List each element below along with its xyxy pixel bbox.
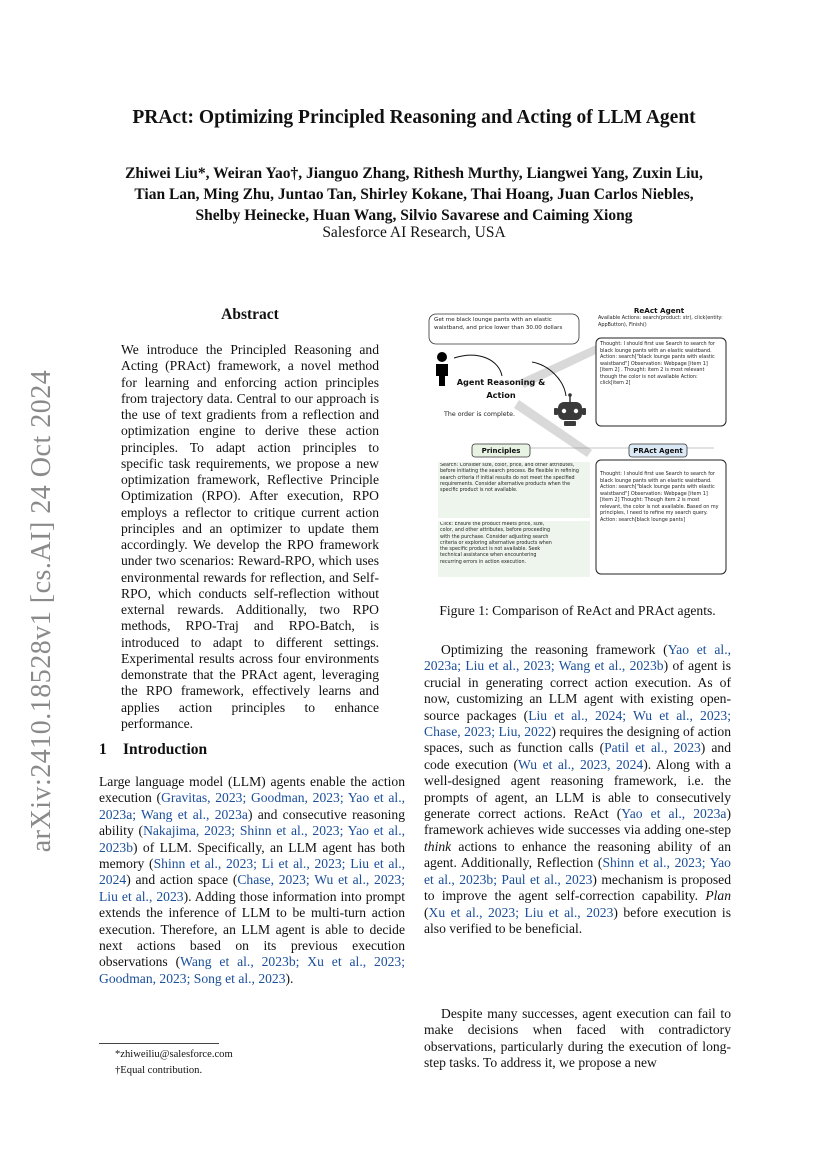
body-text: ) and action space ( [126, 872, 238, 888]
body-text: ). [285, 970, 294, 986]
pract-agent-title: PRAct Agent [633, 447, 683, 455]
agent-reasoning-label: Agent Reasoning & Action [456, 377, 546, 400]
body-text: ). Adding those information into prompt extends the inference of LLM to be multi-turn action execution. Therefore, an LLM agent is able to decide next actions based on its previous execution observations ( [99, 888, 405, 970]
citation-link[interactable]: Wu et al., 2023, 2024 [518, 756, 644, 772]
pract-trace-text: Thought: I should first use Search to search for black lounge pants with an elastic waistband. Action: search["black lounge pants with elastic waistband"] Observation: Webpage [item 1] [item 2] Thought: Though item 2 is most relevant, the color is not available. Based on my principles, I need to refine my search query. Action: search[black lounge pants] [600, 471, 719, 523]
footnote-divider [99, 1043, 219, 1044]
body-text: ) and code execution ( [424, 740, 731, 772]
abstract-heading: Abstract [221, 306, 279, 323]
user-request-text: Get me black lounge pants with an elastic waistband, and price lower than 30.00 dollars [434, 317, 563, 331]
citation-link[interactable]: Yao et al., 2023a; Liu et al., 2023; Wang et al., 2023b [424, 642, 731, 674]
body-text: Despite many successes, agent execution can fail to make decisions when faced with contradictory observations, particularly during the execution of long-step tasks. To address it, we propose a new [424, 1006, 731, 1071]
right-paragraph-2 [424, 1006, 731, 1072]
footnote-equal-contribution: †Equal contribution. [115, 1065, 203, 1076]
citation-link[interactable]: Liu et al., 2024; Wu et al., 2023; Chase, 2023; Liu, 2022 [424, 707, 731, 740]
completion-text: The order is complete. [444, 411, 515, 418]
citation-link[interactable]: Yao et al., 2023a [621, 806, 727, 822]
body-text: Large language model (LLM) agents enable the action execution ( [99, 774, 405, 806]
authors-line-2: Tian Lan, Ming Zhu, Juntao Tan, Shirley Kokane, Thai Hoang, Juan Carlos Niebles, [134, 186, 694, 203]
section-heading-introduction [99, 741, 207, 759]
arxiv-stamp [26, 369, 57, 853]
body-text: ) of agent is crucial in generating correct action execution. As of now, customizing an LLM agent with existing open-source packages ( [424, 658, 731, 723]
react-agent-title: ReAct Agent [633, 306, 685, 315]
section-number: 1 [99, 741, 107, 758]
body-text: ) before execution is also verified to be beneficial. [424, 904, 731, 936]
figure-1-diagram [424, 300, 731, 582]
body-text: ) requires the designing of action spaces, such as function calls ( [424, 724, 732, 756]
principles-search-text: Search: Consider size, color, price, and other attributes, before initiating the search process. Be flexible in refining search criteria if initial results do not meet the specified requirements. Consider alternative products when the specific product is not available. [440, 463, 579, 494]
principles-click-text: Click: Ensure the product meets price, size, color, and other attributes, before proceeding with the purchase. Consider adjusting search criteria or exploring alternative products when the specific product is not available. Seek technical assistance when encountering recurring errors in action execution. [440, 522, 552, 565]
intro-paragraph [99, 774, 405, 987]
principles-title: Principles [481, 447, 521, 455]
body-text: ) mechanism is proposed to improve the agent self-correction capability. [424, 871, 731, 904]
body-text: Optimizing the reasoning framework ( [441, 642, 668, 657]
affiliation: Salesforce AI Research, USA [322, 224, 506, 241]
emphasis-text: Plan [705, 888, 731, 904]
citation-link[interactable]: Wang et al., 2023b; Xu et al., 2023; Goodman, 2023; Song et al., 2023 [99, 954, 405, 986]
person-icon [436, 352, 448, 386]
body-text: actions to enhance the reasoning ability of an agent. Additionally, Reflection ( [424, 838, 731, 871]
emphasis-text: think [424, 838, 452, 854]
body-text: ). Along with a well-designed agent reasoning framework, i.e. the prompts of agent, an LLM is able to consecutively generate correct actions. ReAct ( [424, 756, 732, 822]
figure-1-caption: Figure 1: Comparison of ReAct and PRAct agents. [439, 603, 716, 618]
body-text: ( [424, 904, 429, 920]
author-list [60, 163, 768, 226]
citation-link[interactable]: Chase, 2023; Wu et al., 2023; Liu et al., 2023 [99, 872, 405, 904]
authors-line-1: Zhiwei Liu*, Weiran Yao†, Jianguo Zhang, Rithesh Murthy, Liangwei Yang, Zuxin Liu, [125, 165, 703, 182]
body-text: ) of LLM. Specifically, an LLM agent has both memory ( [99, 839, 405, 872]
react-available-actions: Available Actions: search(product: str), click(entity: AppButton), Finish() [598, 315, 723, 328]
paper-title: PRAct: Optimizing Principled Reasoning and Acting of LLM Agent [132, 107, 696, 128]
section-title: Introduction [123, 741, 208, 758]
react-trace-text: Thought: I should first use Search to search for black lounge pants with an elastic waistband. Action: search["black lounge pants with elastic waistband"] Observation: Webpage [item 1] [item 2] . Thought: item 2 is most relevant though the color is not available Action: click[item 2] [600, 341, 715, 387]
body-text: ) framework achieves wide successes via adding one-step [424, 806, 732, 838]
citation-link[interactable]: Xu et al., 2023; Liu et al., 2023 [428, 904, 614, 920]
authors-line-3: Shelby Heinecke, Huan Wang, Silvio Savarese and Caiming Xiong [195, 207, 633, 224]
arxiv-stamp-text: arXiv:2410.18528v1 [cs.AI] 24 Oct 2024 [26, 369, 57, 853]
body-text: ) and consecutive reasoning ability ( [99, 806, 405, 839]
citation-link[interactable]: Gravitas, 2023; Goodman, 2023; Yao et al., 2023a; Wang et al., 2023a [99, 790, 405, 822]
citation-link[interactable]: Nakajima, 2023; Shinn et al., 2023; Yao et al., 2023b [99, 823, 405, 855]
footnote-email: *zhiweiliu@salesforce.com [115, 1049, 233, 1060]
abstract-text: We introduce the Principled Reasoning and Acting (PRAct) framework, a novel method for learning and enforcing action principles from trajectory data. Central to our approach is the use of text gradients from a reflection and optimization engine to derive these action principles. To adapt action principles to specific task requirements, we propose a new optimization framework, Reflective Principle Optimization (RPO). After execution, RPO employs a reflector to critique current action principles and an optimizer to update them accordingly. We develop the RPO framework under two scenarios: Reward-RPO, which uses environmental rewards for reflection, and Self-RPO, which conducts self-reflection without external rewards. Additionally, two RPO methods, RPO-Traj and RPO-Batch, is introduced to adapt to different settings. Experimental results across four environments demonstrate that the PRAct agent, leveraging the RPO framework, effectively learns and applies action principles to enhance performance. [121, 342, 379, 731]
robot-icon [554, 393, 586, 426]
citation-link[interactable]: Shinn et al., 2023; Yao et al., 2023b; Paul et al., 2023 [424, 855, 731, 887]
citation-link[interactable]: Patil et al., 2023 [604, 740, 701, 756]
citation-link[interactable]: Shinn et al., 2023; Li et al., 2023; Liu et al., 2024 [99, 856, 405, 888]
flow-arrow-top [454, 355, 502, 376]
right-paragraph-1 [424, 642, 731, 937]
